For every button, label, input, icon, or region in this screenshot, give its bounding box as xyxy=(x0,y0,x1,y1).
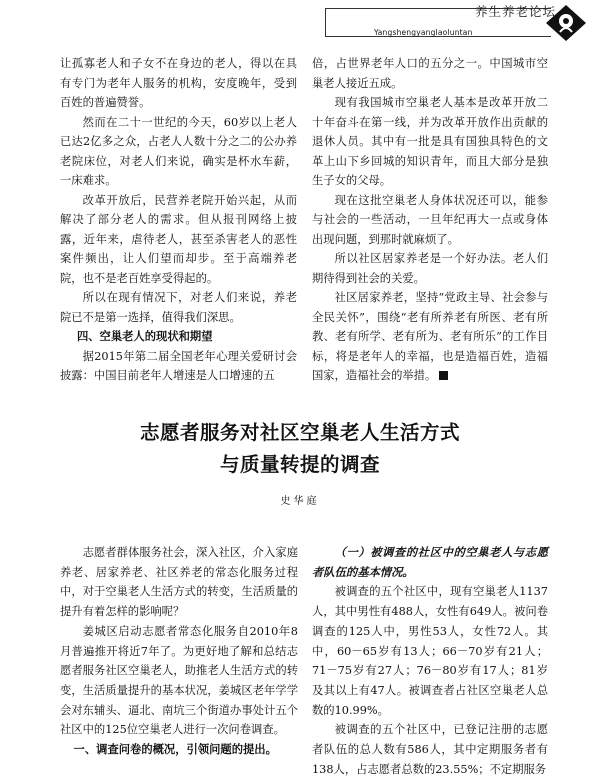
paragraph: 被调查的五个社区中，已登记注册的志愿者队伍的总人数有586人，其中定期服务者有138人，占志愿者总数的23.55%；不定期服务 xyxy=(312,723,548,776)
paragraph-text: 社区居家养老，坚持“党政主导、社会参与全民关怀”，围绕“老有所养老有所医、老有所教、老有所学、老有所为、老有所乐”的工作目标，将是老年人的幸福，也是造福百姓，造福国家，造福社会的举措。 xyxy=(312,291,548,382)
paragraph: 所以社区居家养老是一个好办法。老人们期待得到社会的关爱。 xyxy=(312,252,548,285)
paragraph: 然而在二十一世纪的今天，60岁以上老人已达2亿多之众，占老人人数十分之二的公办养老院床位，对老人们来说，确实是杯水车薪，一床难求。 xyxy=(60,115,297,187)
paragraph: 改革开放后，民营养老院开始兴起，从而解决了部分老人的需求。但从报刊网络上披露，近年来，虐待老人，甚至杀害老人的恶性案件频出，让人们望而却步。至于高端养老院，也不是老百姓享受得起的。 xyxy=(60,193,297,285)
paragraph: 被调查的五个社区中，现有空巢老人1137人，其中男性有488人，女性有649人。被问卷调查的125人中，男性53人，女性72人。其中，60－65岁有13人；66－70岁有21人；71－75岁有27人；76－80岁有17人；81岁及其以上有47人。被调查者占社区空巢老人总数的10.99%。 xyxy=(312,585,548,717)
article-author: 史华庭 xyxy=(280,496,320,507)
end-of-article-mark xyxy=(439,371,448,380)
paragraph: 让孤寡老人和子女不在身边的老人，得以在具有专门为老年人服务的机构，安度晚年，受到百姓的普遍赞誉。 xyxy=(60,57,297,109)
paragraph: 倍，占世界老年人口的五分之一。中国城市空巢老人接近五成。 xyxy=(312,57,548,90)
section-heading: 一、调查问卷的概况，引领问题的提出。 xyxy=(73,742,277,757)
final-paragraph xyxy=(312,288,548,386)
paragraph: 据2015年第二届全国老年心理关爱研讨会披露：中国目前老年人增速是人口增速的五 xyxy=(60,349,297,382)
paragraph: 志愿者群体服务社会，深入社区，介入家庭养老、居家养老、社区养老的常态化服务过程中，对于空巢老人生活方式的转变，生活质量的提升有着怎样的影响呢？ xyxy=(60,546,298,619)
bottom-right-column xyxy=(312,543,548,779)
paragraph: 所以在现有情况下，对老人们来说，养老院已不是第一选择，值得我们深思。 xyxy=(60,291,297,324)
top-right-column xyxy=(312,54,548,386)
section-subheading: （一）被调查的社区中的空巢老人与志愿者队伍的基本情况。 xyxy=(312,545,548,579)
paragraph: 现有我国城市空巢老人基本是改革开放二十年奋斗在第一线，并为改革开放作出贡献的退休人员。其中有一批是具有国独具特色的文革上山下乡回城的知识青年，而且大部分是独生子女的父母。 xyxy=(312,96,548,187)
bottom-left-column xyxy=(60,543,298,760)
paragraph: 姜城区启动志愿者常态化服务自2010年8月普遍推开将近7年了。为更好地了解和总结志愿者服务社区空巢老人，助推老人生活方式的转变，生活质量提升的基本状况，姜城区老年学学会对东辅头、逼北、南坑三个街道办事处计五个社区中的125位空巢老人进行一次问卷调查。 xyxy=(60,624,298,737)
journal-logo-icon xyxy=(545,4,587,42)
article-title-line-1: 志愿者服务对社区空巢老人生活方式 xyxy=(139,421,460,444)
article-title-line-2: 与质量转提的调查 xyxy=(219,453,380,476)
section-subheading: 四、空巢老人的现状和期望 xyxy=(76,329,213,343)
header-title: 养生养老论坛 xyxy=(474,4,556,19)
header-subtitle: Yangshengyanglaoluntan xyxy=(374,28,473,37)
top-left-column xyxy=(60,54,297,386)
paragraph: 现在这批空巢老人身体状况还可以，能参与社会的一些活动，一旦年纪再大一点或身体出现问题，到那时就麻烦了。 xyxy=(312,193,548,246)
